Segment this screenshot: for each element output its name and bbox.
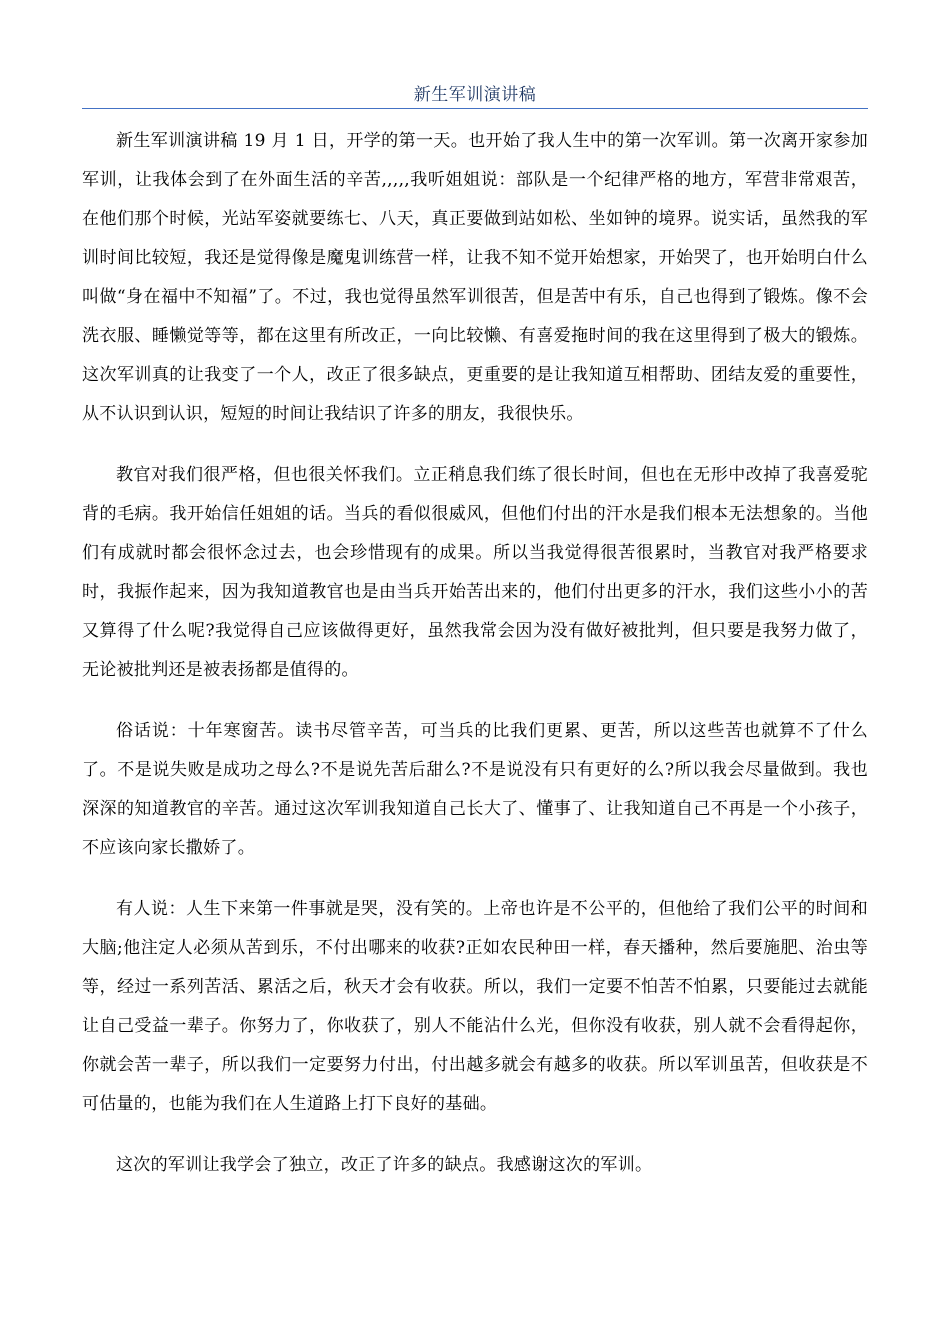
document-body	[82, 122, 868, 1207]
paragraph-3: 俗话说：十年寒窗苦。读书尽管辛苦，可当兵的比我们更累、更苦，所以这些苦也就算不了什么了。不是说失败是成功之母么?不是说先苦后甜么?不是说没有只有更好的么?所以我会尽量做到。我也深深的知道教官的辛苦。通过这次军训我知道自己长大了、懂事了、让我知道自己不再是一个小孩子，不应该向家长撒娇了。	[82, 721, 868, 858]
document-title: 新生军训演讲稿	[413, 85, 537, 105]
paragraph-5: 这次的军训让我学会了独立，改正了许多的缺点。我感谢这次的军训。	[116, 1155, 653, 1175]
paragraph-1: 新生军训演讲稿 19 月 1 日，开学的第一天。也开始了我人生中的第一次军训。第一次离开家参加军训，让我体会到了在外面生活的辛苦,,,,,我听姐姐说：部队是一个纪律严格的地方，军营非常艰苦，在他们那个时候，光站军姿就要练七、八天，真正要做到站如松、坐如钟的境界。说实话，虽然我的军训时间比较短，我还是觉得像是魔鬼训练营一样，让我不知不觉开始想家，开始哭了，也开始明白什么叫做“身在福中不知福”了。不过，我也觉得虽然军训很苦，但是苦中有乐，自己也得到了锻炼。像不会洗衣服、睡懒觉等等，都在这里有所改正，一向比较懒、有喜爱拖时间的我在这里得到了极大的锻炼。这次军训真的让我变了一个人，改正了很多缺点，更重要的是让我知道互相帮助、团结友爱的重要性，从不认识到认识，短短的时间让我结识了许多的朋友，我很快乐。	[82, 131, 868, 424]
title-underline	[82, 108, 868, 109]
paragraph-4: 有人说：人生下来第一件事就是哭，没有笑的。上帝也许是不公平的，但他给了我们公平的时间和大脑;他注定人必须从苦到乐，不付出哪来的收获?正如农民种田一样，春天播种，然后要施肥、治虫等等，经过一系列苦活、累活之后，秋天才会有收获。所以，我们一定要不怕苦不怕累，只要能过去就能让自己受益一辈子。你努力了，你收获了，别人不能沾什么光，但你没有收获，别人就不会看得起你，你就会苦一辈子，所以我们一定要努力付出，付出越多就会有越多的收获。所以军训虽苦，但收获是不可估量的，也能为我们在人生道路上打下良好的基础。	[82, 899, 868, 1114]
paragraph-2: 教官对我们很严格，但也很关怀我们。立正稍息我们练了很长时间，但也在无形中改掉了我喜爱驼背的毛病。我开始信任姐姐的话。当兵的看似很威风，但他们付出的汗水是我们根本无法想象的。当他们有成就时都会很怀念过去，也会珍惜现有的成果。所以当我觉得很苦很累时，当教官对我严格要求时，我振作起来，因为我知道教官也是由当兵开始苦出来的，他们付出更多的汗水，我们这些小小的苦又算得了什么呢?我觉得自己应该做得更好，虽然我常会因为没有做好被批判，但只要是我努力做了，无论被批判还是被表扬都是值得的。	[82, 465, 868, 680]
